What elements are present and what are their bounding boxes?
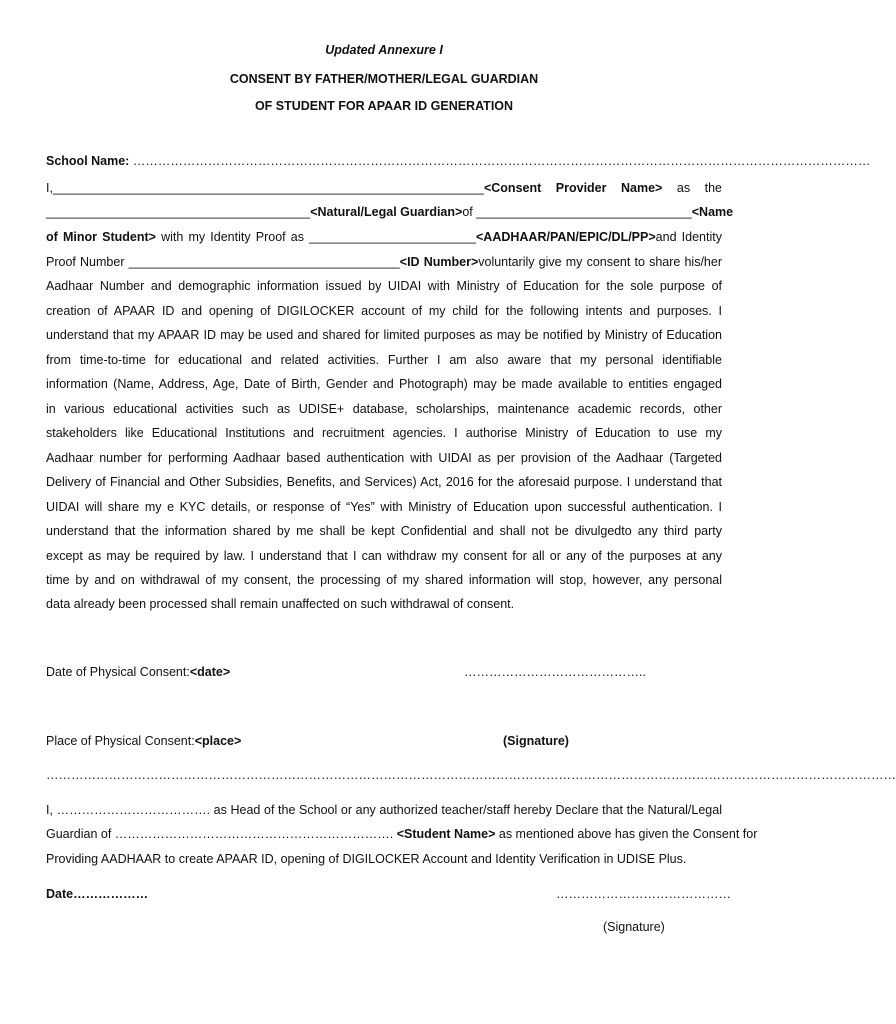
identity-proof-placeholder: <AADHAAR/PAN/EPIC/DL/PP> — [476, 230, 656, 244]
id-number-placeholder: <ID Number> — [399, 255, 479, 269]
consent-body-line: UIDAI will share my e KYC details, or response of “Yes” with Ministry of Education upon successful authentication. I — [46, 499, 722, 514]
declaration-line-2 — [46, 827, 758, 841]
annexure-heading: Updated Annexure I — [325, 43, 443, 57]
place-placeholder: <place> — [194, 734, 242, 748]
date-placeholder: <date> — [189, 665, 231, 679]
date-of-physical-consent — [46, 665, 230, 679]
consent-body-line: except as may be required by law. I understand that I can withdraw my consent for all or any of the purposes at any — [46, 548, 722, 563]
guardian-of-dots: Guardian of …………………………………………………………. — [46, 827, 397, 841]
declaration-signature-dots: …………………………………… — [556, 887, 731, 901]
declaration-line-3: Providing AADHAAR to create APAAR ID, opening of DIGILOCKER Account and Identity Verification in UDISE Plus. — [46, 852, 687, 866]
consent-line-4 — [46, 255, 722, 269]
consent-provider-placeholder: <Consent Provider Name> — [483, 181, 663, 195]
student-blank: of _______________________________ — [462, 205, 692, 219]
school-name-label: School Name: — [46, 154, 130, 168]
consent-last-line: data already been processed shall remain unaffected on such withdrawal of consent. — [46, 597, 515, 611]
identity-proof-blank: with my Identity Proof as ________________________ — [155, 230, 476, 244]
student-name-placeholder-start: <Name — [691, 205, 734, 219]
consent-body-line: Aadhaar Number and demographic information issued by UIDAI with Ministry of Education for the sole purpose of — [46, 279, 722, 293]
consent-body-line: stakeholders like Educational Institutions and recruitment agencies. I authorise Ministry of Education to use my — [46, 426, 722, 440]
consent-line-1 — [46, 181, 722, 195]
guardian-blank: ______________________________________ — [46, 205, 311, 219]
consent-line-3-tail: and Identity — [655, 230, 722, 244]
consent-body-line: information (Name, Address, Age, Date of Birth, Gender and Photograph) may be made available to entities engaged — [46, 377, 722, 391]
signature-line-dots: …………………………………….. — [464, 665, 646, 679]
form-title-line-2: OF STUDENT FOR APAAR ID GENERATION — [254, 99, 514, 113]
consent-body-line: creation of APAAR ID and opening of DIGILOCKER account of my child for the following intents and purposes. I — [46, 303, 722, 318]
parent-signature-label: (Signature) — [503, 734, 569, 748]
declaration-line-2-tail: as mentioned above has given the Consent for — [495, 827, 758, 841]
consent-body-line: in various educational activities such as UDISE+ database, scholarships, maintenance academic records, other — [46, 401, 722, 416]
consent-body-line: understand that my APAAR ID may be used and shared for limited purposes as may be notified by Ministry of Education — [46, 328, 722, 342]
consent-line-2 — [46, 205, 734, 219]
id-number-blank: Proof Number _______________________________________ — [46, 255, 400, 269]
school-name-row — [46, 154, 871, 168]
student-name-placeholder-end: of Minor Student> — [46, 230, 156, 244]
date-of-consent-label: Date of Physical Consent: — [46, 665, 190, 679]
consent-line-3 — [46, 230, 722, 244]
school-name-dots: …………………………………………………………………………………………………………………………………………………………… — [132, 154, 871, 168]
consent-body-line: Aadhaar number for performing Aadhaar based authentication with UIDAI as per provision of the Aadhaar (Targeted — [46, 450, 722, 465]
consent-body-line: time by and on withdrawal of my consent, the processing of my shared information will stop, however, any personal — [46, 573, 722, 587]
section-separator: …………………………………………………………………………………………………………………………………………………………………………………… — [46, 768, 896, 782]
consent-body-line: Delivery of Financial and Other Subsidies, Benefits, and Services) Act, 2016 for the aforesaid purpose. I understand that — [46, 475, 722, 489]
place-of-consent-label: Place of Physical Consent: — [46, 734, 195, 748]
student-name-placeholder: <Student Name> — [396, 827, 496, 841]
consent-line-4-tail: voluntarily give my consent to share his/her — [478, 255, 722, 269]
consent-body-line: from time-to-time for educational and related activities. Further I am also aware that my personal identifiable — [46, 352, 722, 367]
consent-body-line: understand that the information shared by me shall be kept Confidential and shall not be divulgedto any third party — [46, 524, 722, 538]
guardian-placeholder: <Natural/Legal Guardian> — [310, 205, 463, 219]
declaration-date: Date……………… — [46, 887, 149, 901]
consent-line-1-tail: as the — [676, 181, 723, 195]
consent-provider-blank: I,______________________________________________________________ — [46, 181, 484, 195]
form-title-line-1: CONSENT BY FATHER/MOTHER/LEGAL GUARDIAN — [229, 72, 539, 86]
head-signature-label: (Signature) — [603, 920, 665, 934]
place-of-physical-consent — [46, 734, 241, 748]
declaration-line-1: I, ………………………………. as Head of the School or any authorized teacher/staff hereby Declare that the Natural/Legal — [46, 803, 722, 817]
